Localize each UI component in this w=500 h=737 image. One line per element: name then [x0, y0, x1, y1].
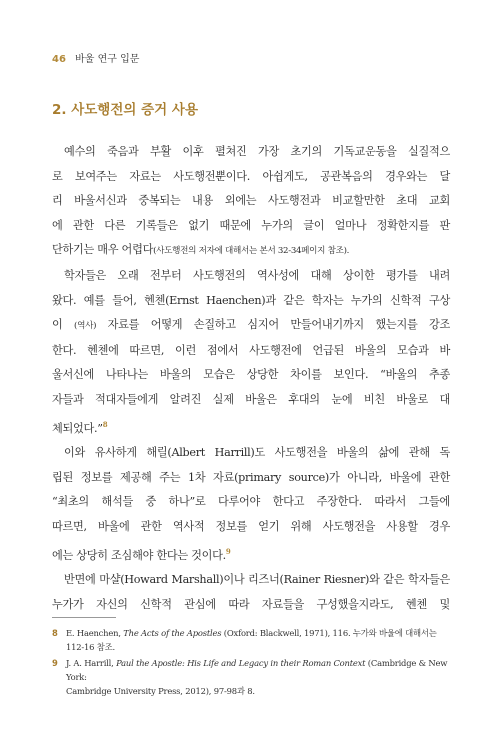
p2-line-3-b: 자료를 어떻게 손질하고 심지어 만들어내기까지 했는지를 강조	[96, 318, 450, 332]
p3-last: 에는 상당히 조심해야 한다는 것이다.	[52, 548, 226, 562]
p2-line-3-small: (역사)	[74, 321, 97, 332]
footnote-text-pre: E. Haenchen,	[66, 628, 124, 638]
footnote-8	[52, 626, 452, 654]
p1-line-5	[52, 238, 450, 264]
footnotes	[52, 626, 452, 700]
p2-line-7	[52, 413, 450, 442]
footnote-text-line2: 112-16 참조.	[66, 642, 115, 652]
footnote-book-title: The Acts of the Apostles	[123, 628, 222, 638]
p2-line-2: 왔다. 예를 들어, 헨첸(Ernst Haenchen)과 같은 학자는 누가의 신학적 구상	[52, 293, 450, 307]
running-title: 바울 연구 입문	[75, 54, 140, 65]
p3-line-1: 이와 유사하게 해릴(Albert Harrill)도 사도행전을 바울의 삶에 관해 독	[64, 446, 450, 460]
footnote-ref-8[interactable]: 8	[102, 419, 108, 429]
p1-line-1: 예수의 죽음과 부활 이후 펼쳐진 가장 초기의 기독교운동을 실질적으	[64, 145, 450, 158]
footnote-text-post: (Oxford: Blackwell, 1971), 116. 누가와 바울에 대해서는	[221, 628, 437, 638]
p2-line-4: 한다. 헨첸에 따르면, 이런 점에서 사도행전에 언급된 바울의 모습과 바	[52, 343, 450, 357]
p2-line-3	[52, 313, 450, 339]
p1-line-3: 리 바울서신과 중복되는 내용 외에는 사도행전과 비교할만한 초대 교회	[52, 194, 450, 208]
p4-line-1: 반면에 마샬(Howard Marshall)이나 리즈너(Rainer Riesner)와 같은 학자들은	[64, 573, 450, 587]
footnote-text-post: (Cambridge & New York:	[66, 658, 448, 682]
footnote-number: 8	[52, 628, 58, 638]
p3-line-3: “최초의 해석들 중 하나”로 다루어야 한다고 주장한다. 따라서 그들에	[52, 495, 450, 509]
footnote-number: 9	[52, 658, 58, 668]
p1-line-2: 로 보여주는 자료는 사도행전뿐이다. 아쉽게도, 공관복음의 경우와는 달	[52, 169, 450, 183]
body-text	[52, 140, 450, 617]
p2-line-5: 울서신에 나타나는 바울의 모습은 상당한 차이를 보인다. “바울의 추종	[52, 368, 450, 382]
section-heading: 2. 사도행전의 증거 사용	[52, 102, 198, 118]
running-header	[52, 50, 139, 65]
p2-line-6: 자들과 적대자들에게 알려진 실제 바울은 후대의 눈에 비친 바울로 대	[52, 392, 450, 406]
footnote-book-title: Paul the Apostle: His Life and Legacy in their Roman Context	[116, 658, 366, 668]
footnote-divider	[52, 617, 116, 618]
footnote-text-line2: Cambridge University Press, 2012), 97-98과 8.	[66, 686, 255, 696]
footnote-ref-9[interactable]: 9	[225, 546, 231, 556]
page-number: 46	[52, 54, 66, 65]
p2-line-3-a: 이	[52, 318, 75, 332]
p3-line-2: 립된 정보를 제공해 주는 1차 자료(primary source)가 아니라, 바울에 관한	[52, 470, 450, 484]
p3-line-4: 따르면, 바울에 관한 역사적 정보를 얻기 위해 사도행전을 사용할 경우	[52, 519, 450, 533]
p3-line-5	[52, 540, 450, 569]
p1-last-note: (사도행전의 저자에 대해서는 본서 32-34페이지 참조).	[153, 246, 350, 257]
p4-line-2: 누가가 자신의 신학적 관심에 따라 자료들을 구성했을지라도, 헨첸 및	[52, 597, 450, 611]
footnote-9	[52, 656, 452, 698]
p2-last: 체되었다.”	[52, 421, 103, 435]
footnote-text-pre: J. A. Harrill,	[66, 658, 117, 668]
p1-line-4: 에 관한 다른 기록들은 없기 때문에 누가의 글이 얼마나 정확한지를 판	[52, 218, 450, 232]
p2-line-1: 학자들은 오래 전부터 사도행전의 역사성에 대해 상이한 평가를 내려	[64, 268, 450, 282]
p1-last-main: 단하기는 매우 어렵다	[52, 243, 154, 257]
